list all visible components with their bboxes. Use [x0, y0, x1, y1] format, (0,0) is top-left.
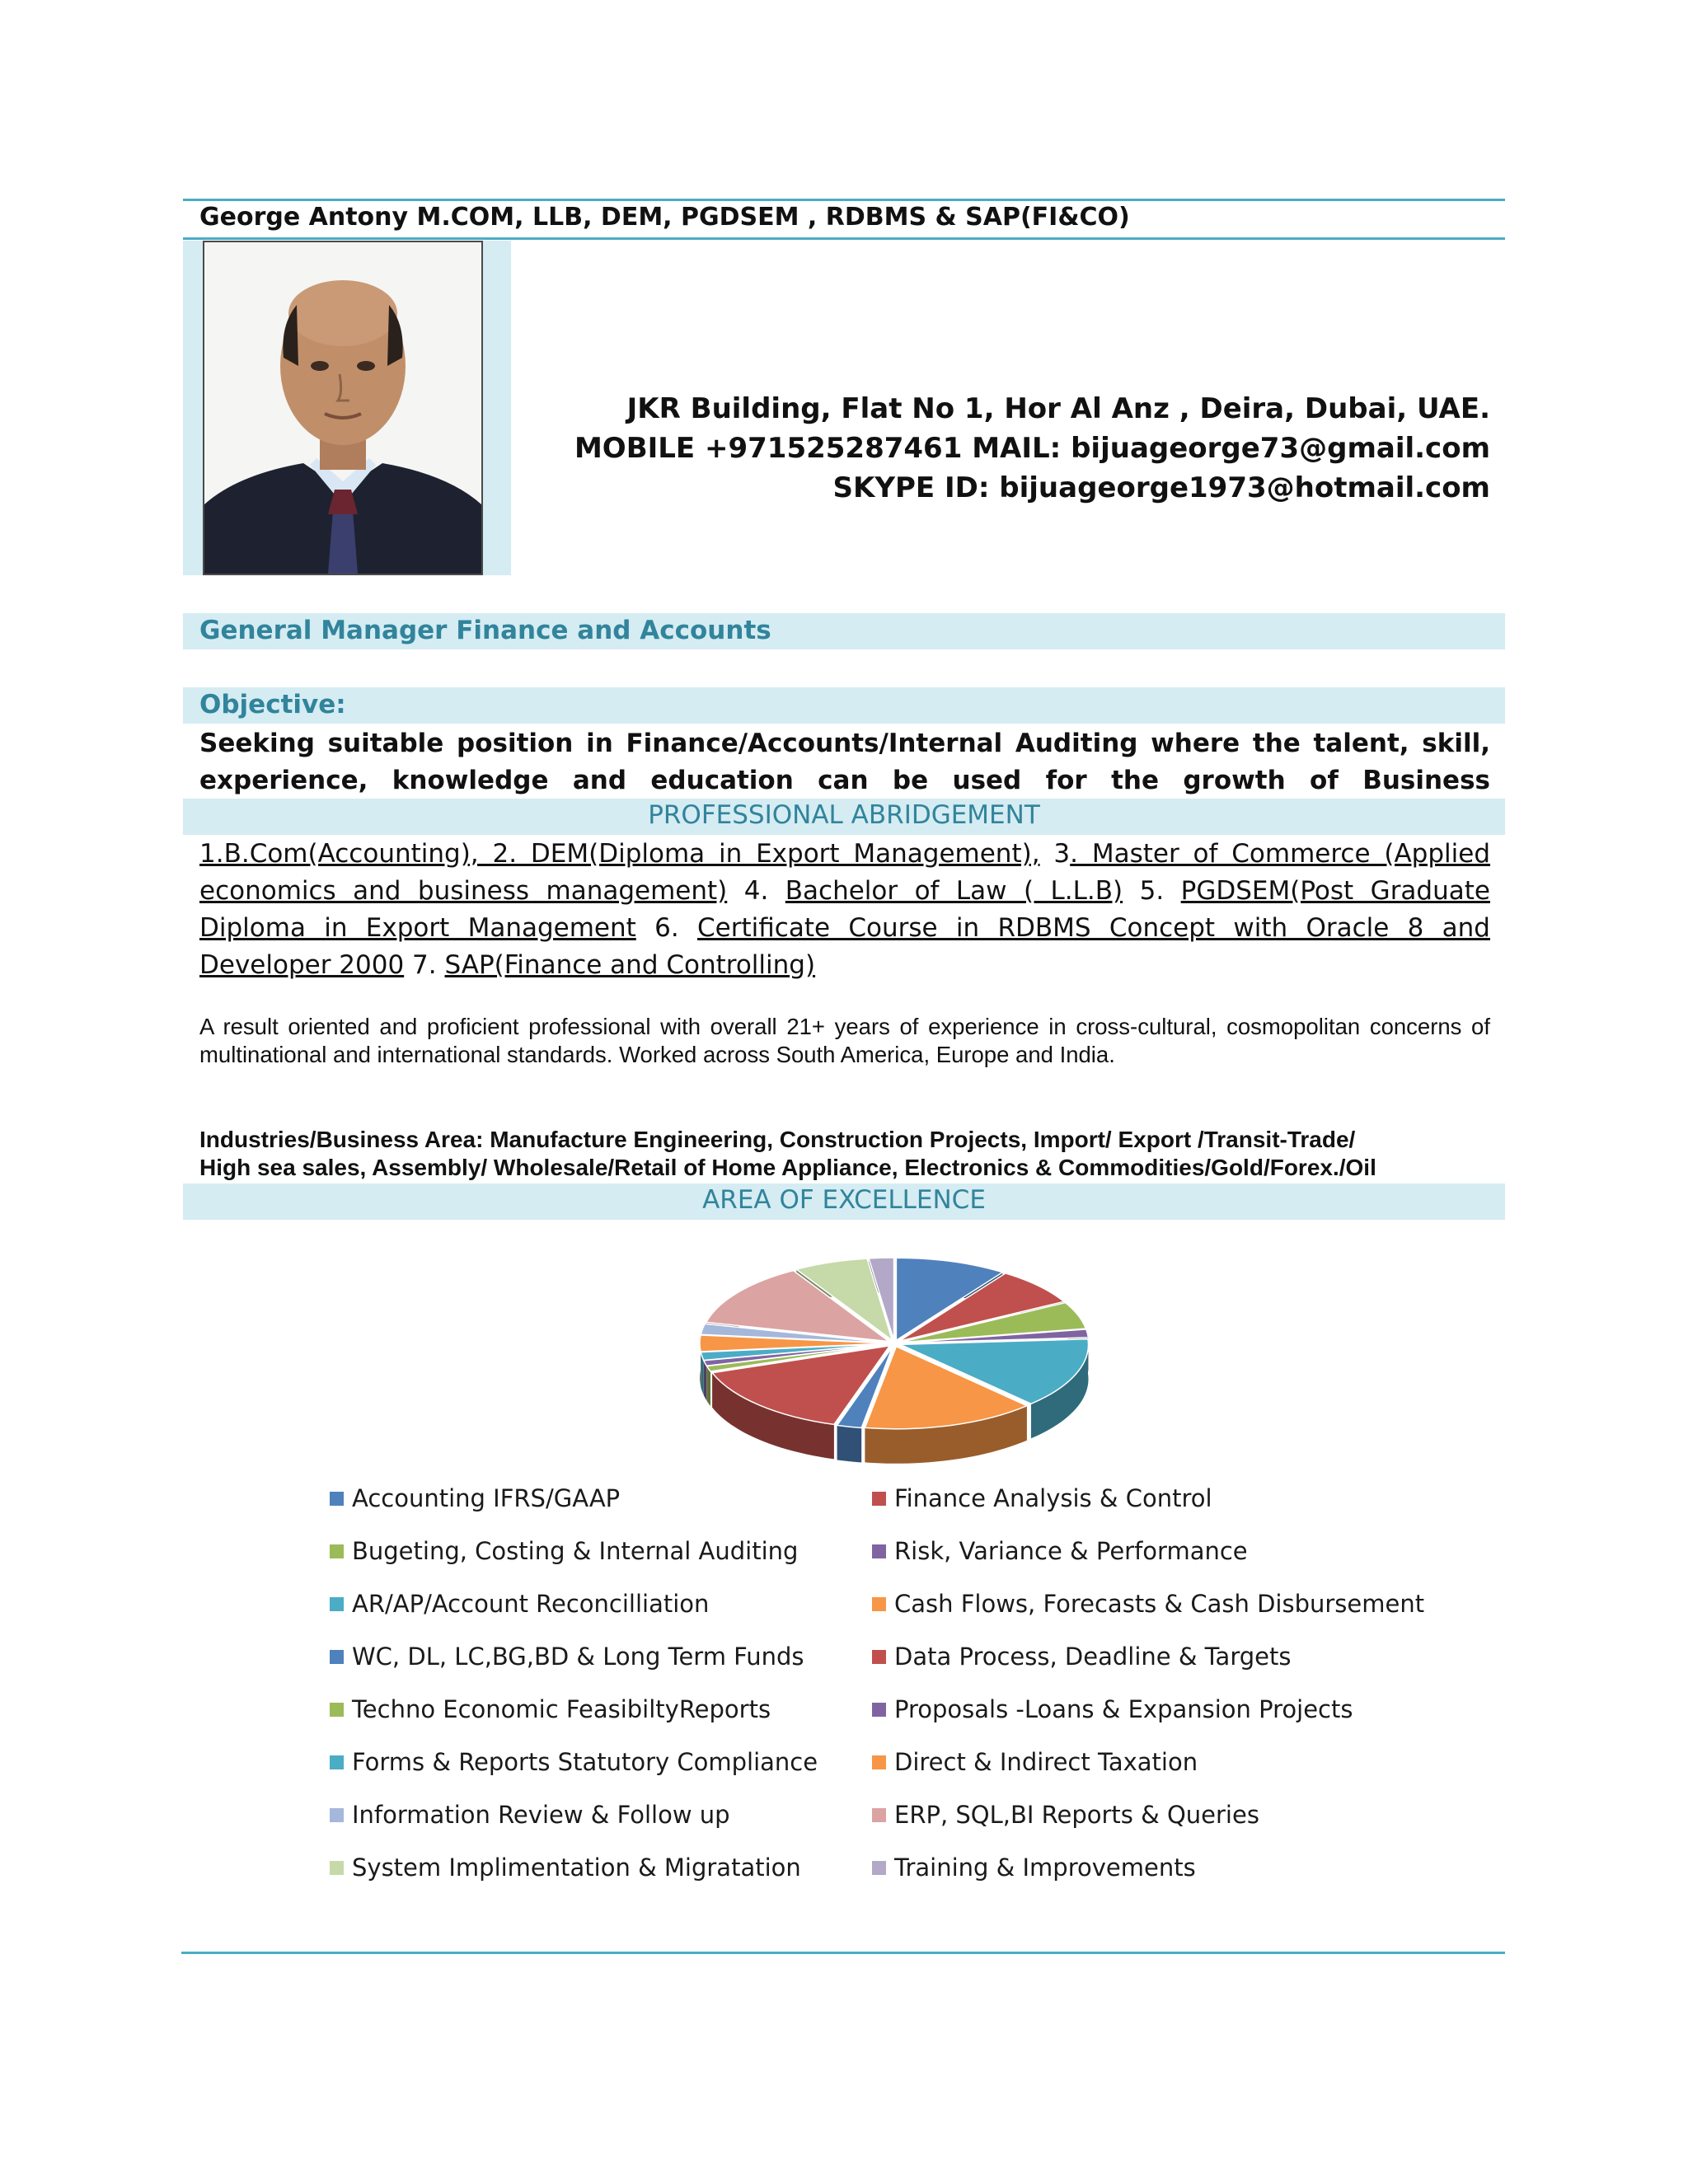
legend-label: Information Review & Follow up — [352, 1801, 730, 1829]
candidate-name-qualifications: George Antony M.COM, LLB, DEM, PGDSEM , RDBMS & SAP(FI&CO) — [199, 203, 1130, 232]
bottom-rule — [181, 1952, 1505, 1954]
legend-item — [330, 1798, 730, 1831]
qualifications-list — [199, 836, 1490, 984]
legend-item — [330, 1640, 804, 1673]
legend-label: Finance Analysis & Control — [894, 1484, 1212, 1512]
legend-item — [330, 1693, 771, 1726]
qualification-number: 5. — [1123, 876, 1181, 906]
legend-swatch — [872, 1597, 886, 1611]
industries-line-2: High sea sales, Assembly/ Wholesale/Retail of Home Appliance, Electronics & Commodities/Gold/Forex./Oil — [199, 1155, 1376, 1180]
portrait-illustration — [204, 242, 481, 574]
legend-swatch — [872, 1755, 886, 1769]
qualification-item: SAP(Finance and Controlling) — [444, 950, 816, 980]
legend-label: Direct & Indirect Taxation — [894, 1748, 1198, 1776]
legend-swatch — [330, 1861, 344, 1875]
legend-label: Techno Economic FeasibiltyReports — [352, 1695, 771, 1723]
legend-item — [872, 1640, 1291, 1673]
qualification-number: 3 — [1039, 839, 1071, 869]
qualification-item: Bachelor of Law ( L.L.B) — [785, 876, 1123, 906]
objective-text: Seeking suitable position in Finance/Accounts/Internal Auditing where the talent, skill, experience, knowledge and education can be used for the growth of Business — [199, 729, 1490, 795]
legend-label: WC, DL, LC,BG,BD & Long Term Funds — [352, 1643, 804, 1671]
excellence-pie-chart — [696, 1246, 1092, 1485]
legend-swatch — [330, 1650, 344, 1664]
legend-swatch — [330, 1808, 344, 1822]
qualification-number: 6. — [635, 913, 698, 943]
legend-swatch — [872, 1703, 886, 1717]
legend-swatch — [330, 1597, 344, 1611]
legend-label: System Implimentation & Migratation — [352, 1854, 801, 1882]
legend-label: Data Process, Deadline & Targets — [894, 1643, 1292, 1671]
legend-label: Training & Improvements — [894, 1854, 1196, 1882]
qualification-item: 1.B.Com(Accounting), 2. DEM(Diploma in Export Management), — [199, 839, 1040, 869]
legend-label: Proposals -Loans & Expansion Projects — [894, 1695, 1353, 1723]
legend-swatch — [330, 1492, 344, 1506]
skype-line: SKYPE ID: bijuageorge1973@hotmail.com — [832, 471, 1490, 504]
legend-item — [872, 1535, 1248, 1568]
legend-swatch — [330, 1755, 344, 1769]
legend-item — [330, 1535, 798, 1568]
legend-item — [872, 1798, 1259, 1831]
objective-band — [183, 687, 1505, 724]
legend-item — [872, 1693, 1353, 1726]
legend-item — [330, 1851, 801, 1884]
legend-item — [330, 1587, 709, 1620]
objective-heading: Objective: — [199, 690, 346, 719]
legend-item — [872, 1851, 1196, 1884]
legend-swatch — [872, 1650, 886, 1664]
abridgement-heading: PROFESSIONAL ABRIDGEMENT — [648, 800, 1040, 830]
legend-item — [330, 1746, 818, 1779]
legend-swatch — [872, 1861, 886, 1875]
qualification-number: 7. — [404, 950, 445, 980]
legend-swatch — [872, 1544, 886, 1558]
legend-swatch — [872, 1492, 886, 1506]
pie-slice-side — [707, 1366, 711, 1406]
qualification-item: PGDSEM(Post Graduate Diploma in Export Management — [199, 876, 1490, 943]
legend-swatch — [330, 1703, 344, 1717]
legend-label: Risk, Variance & Performance — [894, 1537, 1248, 1565]
profile-photo — [203, 241, 483, 575]
legend-label: Accounting IFRS/GAAP — [352, 1484, 621, 1512]
experience-summary: A result oriented and proficient professional with overall 21+ years of experience in cross-cultural, cosmopolitan concerns of multinational and international standards. Worked across South America, Europe and India. — [199, 1014, 1490, 1067]
qualification-number: 4. — [727, 876, 785, 906]
legend-item — [872, 1587, 1424, 1620]
role-title: General Manager Finance and Accounts — [199, 616, 771, 645]
legend-label: Bugeting, Costing & Internal Auditing — [352, 1537, 799, 1565]
excellence-heading: AREA OF EXCELLENCE — [702, 1185, 986, 1215]
name-underline-rule — [183, 237, 1505, 240]
legend-swatch — [330, 1544, 344, 1558]
legend-label: Forms & Reports Statutory Compliance — [352, 1748, 818, 1776]
mobile-mail-line: MOBILE +971525287461 MAIL: bijuageorge73@gmail.com — [574, 432, 1490, 465]
pie-slice-side — [837, 1425, 862, 1462]
legend-swatch — [872, 1808, 886, 1822]
legend-label: Cash Flows, Forecasts & Cash Disbursement — [894, 1590, 1425, 1618]
qualification-item: Certificate Course in RDBMS Concept with Oracle 8 and Developer 2000 — [199, 913, 1490, 980]
qualification-item: . Master of Commerce (Applied economics and business management) — [199, 839, 1490, 906]
legend-label: ERP, SQL,BI Reports & Queries — [894, 1801, 1259, 1829]
legend-item — [330, 1482, 620, 1515]
pie-slice-side — [704, 1361, 707, 1401]
industries-line-1: Industries/Business Area: Manufacture Engineering, Construction Projects, Import/ Export /Transit-Trade/ — [199, 1127, 1356, 1152]
top-rule — [183, 199, 1505, 201]
legend-item — [872, 1482, 1212, 1515]
legend-label: AR/AP/Account Reconcilliation — [352, 1590, 710, 1618]
address-line: JKR Building, Flat No 1, Hor Al Anz , Deira, Dubai, UAE. — [626, 392, 1490, 425]
legend-item — [872, 1746, 1198, 1779]
